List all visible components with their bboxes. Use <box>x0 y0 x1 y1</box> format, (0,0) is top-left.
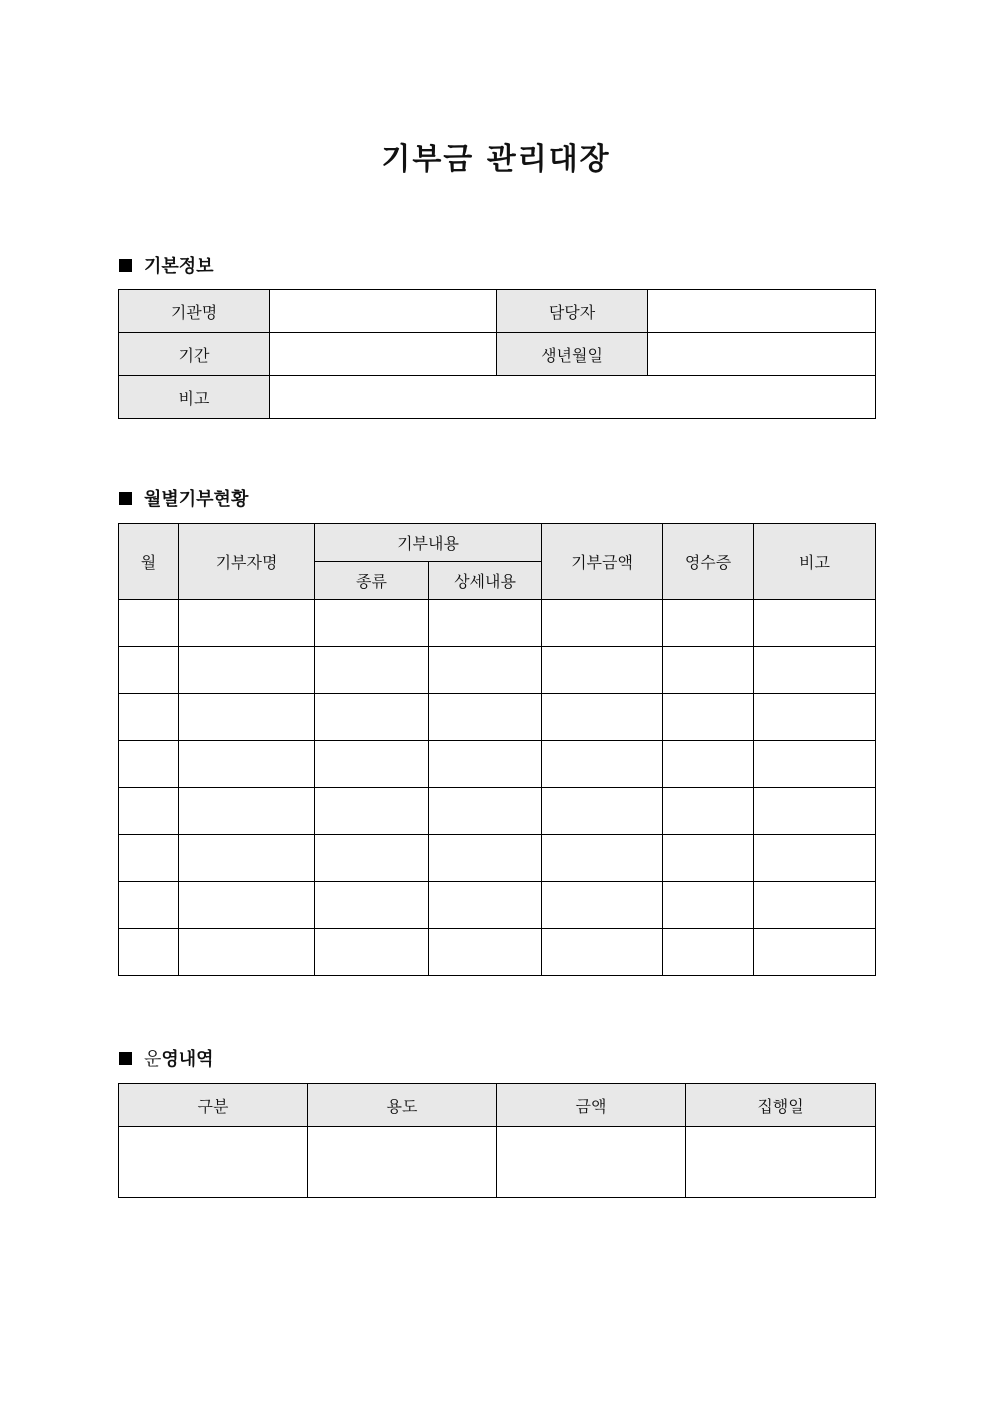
month-header: 월 <box>119 524 179 600</box>
table-cell[interactable] <box>542 694 663 741</box>
table-row <box>119 600 876 647</box>
table-cell[interactable] <box>308 1127 497 1198</box>
table-cell[interactable] <box>429 647 542 694</box>
operations-heading-prefix: 운 <box>144 1049 162 1070</box>
table-cell[interactable] <box>754 929 876 976</box>
content-header: 기부내용 <box>315 524 542 562</box>
operations-heading <box>119 1046 214 1070</box>
table-cell[interactable] <box>119 647 179 694</box>
table-cell[interactable] <box>542 835 663 882</box>
table-row <box>119 647 876 694</box>
table-cell[interactable] <box>663 647 754 694</box>
table-cell[interactable] <box>315 882 429 929</box>
table-row <box>119 835 876 882</box>
table-cell[interactable] <box>542 600 663 647</box>
table-row <box>119 741 876 788</box>
table-cell[interactable] <box>663 929 754 976</box>
page-title: 기부금 관리대장 <box>381 142 611 177</box>
table-row <box>119 929 876 976</box>
org-name-field[interactable] <box>270 290 497 333</box>
table-cell[interactable] <box>119 929 179 976</box>
square-bullet-icon <box>119 259 132 272</box>
monthly-heading-text: 월별기부현황 <box>144 489 249 510</box>
table-cell[interactable] <box>119 741 179 788</box>
table-cell[interactable] <box>663 694 754 741</box>
manager-field[interactable] <box>648 290 876 333</box>
birthdate-label: 생년월일 <box>497 333 648 376</box>
table-cell[interactable] <box>315 741 429 788</box>
square-bullet-icon <box>119 492 132 505</box>
table-cell[interactable] <box>663 741 754 788</box>
table-cell[interactable] <box>179 788 315 835</box>
table-cell[interactable] <box>542 788 663 835</box>
table-cell[interactable] <box>179 882 315 929</box>
monthly-donations-table <box>118 523 876 976</box>
table-row <box>119 1127 876 1198</box>
operations-table <box>118 1083 876 1198</box>
table-cell[interactable] <box>686 1127 876 1198</box>
basic-info-heading-text: 기본정보 <box>144 256 214 277</box>
note-header: 비고 <box>754 524 876 600</box>
period-label: 기간 <box>119 333 270 376</box>
table-cell[interactable] <box>119 882 179 929</box>
table-cell[interactable] <box>179 835 315 882</box>
table-cell[interactable] <box>179 647 315 694</box>
date-header: 집행일 <box>686 1084 876 1127</box>
donor-header: 기부자명 <box>179 524 315 600</box>
amount-header: 기부금액 <box>542 524 663 600</box>
table-cell[interactable] <box>119 788 179 835</box>
org-name-label: 기관명 <box>119 290 270 333</box>
table-cell[interactable] <box>663 835 754 882</box>
table-cell[interactable] <box>542 741 663 788</box>
table-cell[interactable] <box>119 1127 308 1198</box>
table-cell[interactable] <box>119 694 179 741</box>
table-cell[interactable] <box>429 788 542 835</box>
period-field[interactable] <box>270 333 497 376</box>
table-row <box>119 788 876 835</box>
table-cell[interactable] <box>315 647 429 694</box>
receipt-header: 영수증 <box>663 524 754 600</box>
table-cell[interactable] <box>429 694 542 741</box>
table-cell[interactable] <box>754 647 876 694</box>
note-label: 비고 <box>119 376 270 419</box>
table-cell[interactable] <box>179 929 315 976</box>
table-cell[interactable] <box>429 741 542 788</box>
table-cell[interactable] <box>754 694 876 741</box>
usage-header: 용도 <box>308 1084 497 1127</box>
category-header: 구분 <box>119 1084 308 1127</box>
table-cell[interactable] <box>754 741 876 788</box>
table-cell[interactable] <box>429 882 542 929</box>
table-cell[interactable] <box>315 694 429 741</box>
detail-header: 상세내용 <box>429 562 542 600</box>
table-cell[interactable] <box>754 600 876 647</box>
table-cell[interactable] <box>315 788 429 835</box>
monthly-heading <box>119 486 248 510</box>
table-cell[interactable] <box>754 835 876 882</box>
ops-amount-header: 금액 <box>497 1084 686 1127</box>
square-bullet-icon <box>119 1052 132 1065</box>
table-cell[interactable] <box>429 600 542 647</box>
table-cell[interactable] <box>179 600 315 647</box>
manager-label: 담당자 <box>497 290 648 333</box>
table-cell[interactable] <box>663 600 754 647</box>
type-header: 종류 <box>315 562 429 600</box>
basic-info-table <box>118 289 876 419</box>
table-cell[interactable] <box>663 882 754 929</box>
basic-info-heading <box>119 253 214 277</box>
table-cell[interactable] <box>754 788 876 835</box>
table-row <box>119 882 876 929</box>
table-cell[interactable] <box>497 1127 686 1198</box>
table-cell[interactable] <box>663 788 754 835</box>
note-field[interactable] <box>270 376 876 419</box>
table-cell[interactable] <box>542 647 663 694</box>
operations-heading-text: 영내역 <box>161 1049 214 1070</box>
table-cell[interactable] <box>315 600 429 647</box>
table-cell[interactable] <box>754 882 876 929</box>
table-cell[interactable] <box>179 741 315 788</box>
table-cell[interactable] <box>542 929 663 976</box>
table-cell[interactable] <box>315 835 429 882</box>
table-cell[interactable] <box>119 600 179 647</box>
birthdate-field[interactable] <box>648 333 876 376</box>
table-cell[interactable] <box>429 835 542 882</box>
table-row <box>119 694 876 741</box>
table-cell[interactable] <box>119 835 179 882</box>
table-cell[interactable] <box>429 929 542 976</box>
table-cell[interactable] <box>179 694 315 741</box>
table-cell[interactable] <box>542 882 663 929</box>
table-cell[interactable] <box>315 929 429 976</box>
